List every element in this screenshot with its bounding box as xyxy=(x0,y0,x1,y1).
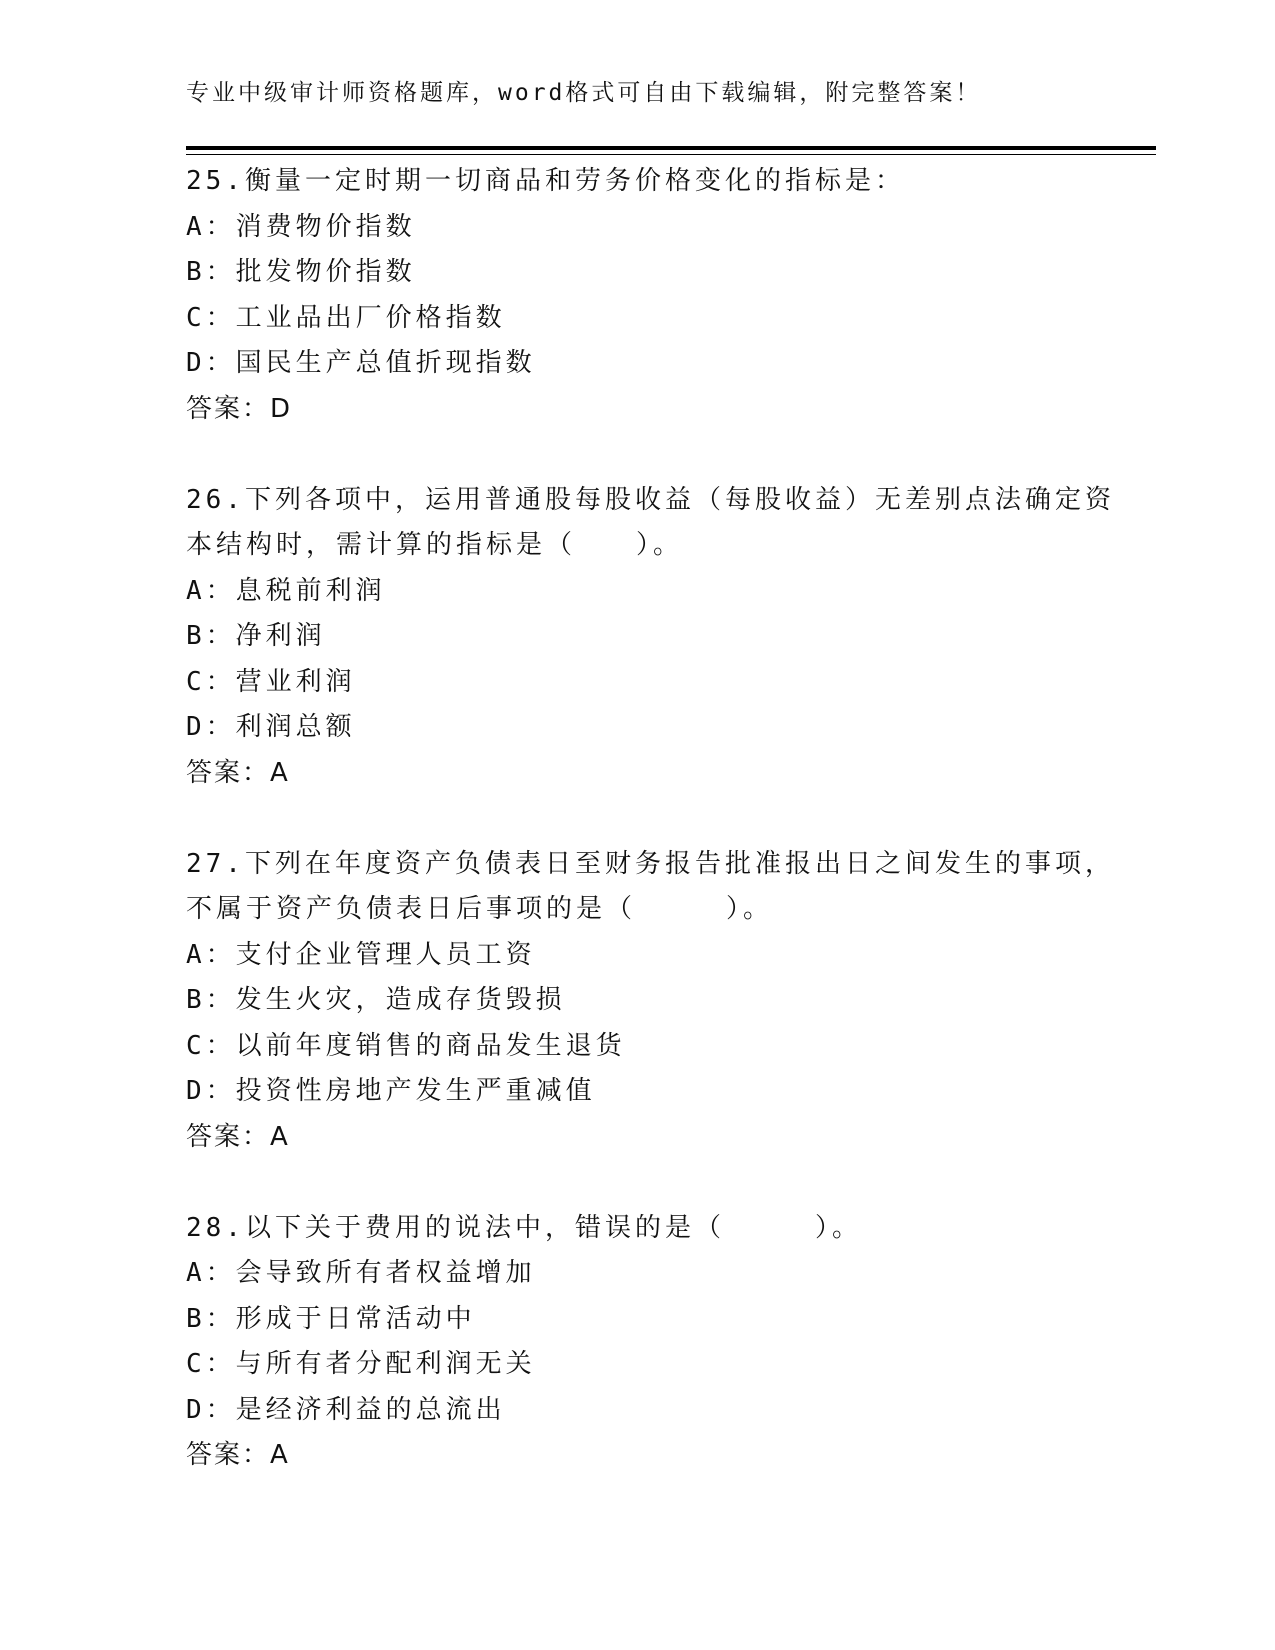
option-a: A：支付企业管理人员工资 xyxy=(186,939,536,970)
option-b: B：批发物价指数 xyxy=(186,257,416,287)
question-stem: 26.下列各项中，运用普通股每股收益（每股收益）无差别点法确定资 xyxy=(186,484,1115,515)
option-d: D：利润总额 xyxy=(186,712,356,742)
answer-line: 答案：A xyxy=(186,1440,290,1470)
header-rule-thin xyxy=(186,154,1156,155)
option-d: D：是经济利益的总流出 xyxy=(186,1394,506,1425)
option-c: C：与所有者分配利润无关 xyxy=(186,1349,536,1379)
option-a: A：消费物价指数 xyxy=(186,211,416,242)
question-list xyxy=(186,159,1115,1479)
spacer xyxy=(186,432,1086,478)
option-d: D：国民生产总值折现指数 xyxy=(186,348,536,378)
page-header: 专业中级审计师资格题库，word格式可自由下载编辑，附完整答案！ xyxy=(186,80,982,106)
question-25 xyxy=(186,159,1086,432)
question-stem: 25.衡量一定时期一切商品和劳务价格变化的指标是： xyxy=(186,166,905,196)
answer-line: 答案：D xyxy=(186,393,293,424)
option-b: B：形成于日常活动中 xyxy=(186,1303,476,1334)
question-stem-continued: 不属于资产负债表日后事项的是（ ）。 xyxy=(186,894,774,924)
question-27 xyxy=(186,842,1115,1161)
option-a: A：会导致所有者权益增加 xyxy=(186,1258,536,1288)
option-c: C：工业品出厂价格指数 xyxy=(186,302,506,333)
question-stem-continued: 本结构时，需计算的指标是（ ）。 xyxy=(186,530,684,560)
option-b: B：净利润 xyxy=(186,621,326,651)
answer-line: 答案：A xyxy=(186,1121,290,1152)
answer-line: 答案：A xyxy=(186,757,290,788)
option-a: A：息税前利润 xyxy=(186,575,386,606)
option-c: C：以前年度销售的商品发生退货 xyxy=(186,1030,626,1061)
question-stem: 27.下列在年度资产负债表日至财务报告批准报出日之间发生的事项， xyxy=(186,848,1115,879)
question-28 xyxy=(186,1206,1086,1479)
question-26 xyxy=(186,478,1115,797)
option-d: D：投资性房地产发生严重减值 xyxy=(186,1076,596,1106)
header-rule-thick xyxy=(186,146,1156,150)
spacer xyxy=(186,796,1086,842)
spacer xyxy=(186,1160,1086,1206)
option-b: B：发生火灾，造成存货毁损 xyxy=(186,985,566,1015)
question-stem: 28.以下关于费用的说法中，错误的是（ ）。 xyxy=(186,1212,862,1243)
option-c: C：营业利润 xyxy=(186,666,356,697)
